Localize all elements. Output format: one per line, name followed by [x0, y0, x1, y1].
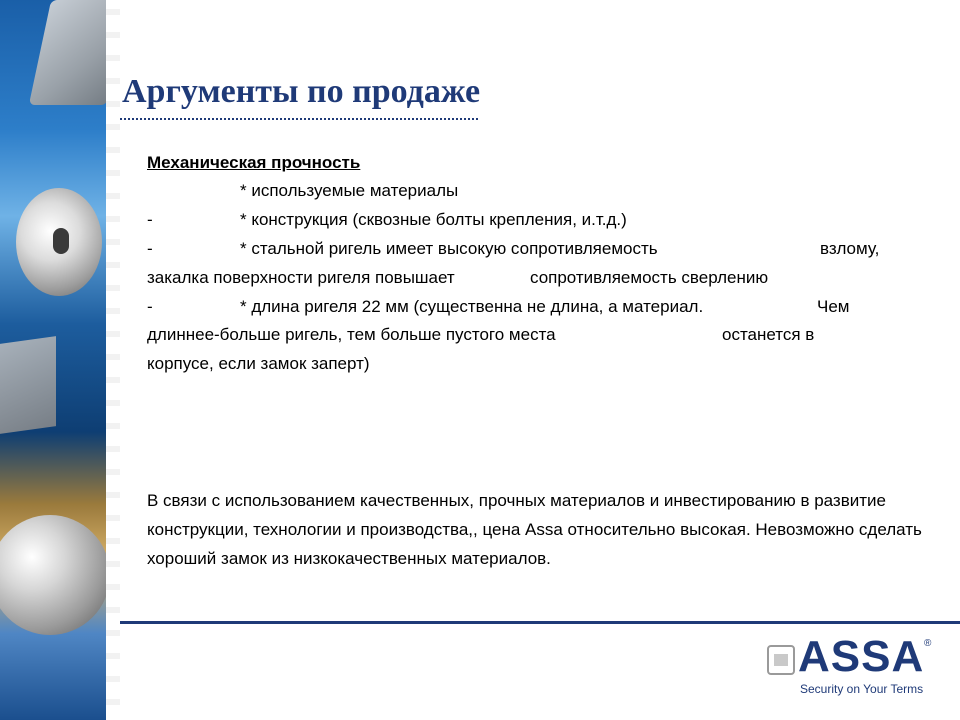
list-item: * конструкция (сквозные болты крепления, и.т.д.) — [240, 210, 627, 229]
list-item-continuation: взлому, — [820, 239, 880, 258]
logo-tagline: Security on Your Terms — [800, 682, 924, 696]
list-item: * длина ригеля 22 мм (существенна не длина, а материал. — [240, 297, 704, 316]
title-dotted-underline — [120, 118, 478, 120]
list-bullet: - — [147, 297, 153, 316]
list-item: корпусе, если замок заперт) — [147, 354, 370, 373]
lock-cylinder-image — [16, 188, 102, 296]
logo-mark-icon — [766, 642, 796, 678]
torn-paper-edge — [106, 0, 120, 720]
summary-paragraph: В связи с использованием качественных, прочных материалов и инвестированию в развитие конструкции, технологии и производства,, цена Assa относительно высокая. Невозможно сделать хороший замок из низкокачественных материалов. — [147, 491, 922, 568]
list-bullet: - — [147, 210, 153, 229]
list-item: * используемые материалы — [240, 181, 459, 200]
logo-brand-text: ASSA — [798, 632, 925, 681]
door-knob-image — [0, 515, 110, 635]
decorative-lock-photo-strip — [0, 0, 120, 720]
list-item-continuation: останется в — [722, 325, 815, 344]
slide-title: Аргументы по продаже — [122, 73, 481, 110]
list-item: закалка поверхности ригеля повышает — [147, 268, 455, 287]
bottom-divider — [120, 621, 960, 624]
section-heading: Механическая прочность — [147, 153, 361, 172]
list-bullet: - — [147, 239, 153, 258]
list-item-continuation: сопротивляемость сверлению — [530, 268, 769, 287]
strike-plate-image — [0, 336, 56, 434]
list-item: длиннее-больше ригель, тем больше пустого места — [147, 325, 556, 344]
assa-logo — [766, 632, 946, 702]
list-item: * стальной ригель имеет высокую сопротивляемость — [240, 239, 658, 258]
registered-mark: ® — [924, 638, 932, 649]
list-item-continuation: Чем — [817, 297, 850, 316]
